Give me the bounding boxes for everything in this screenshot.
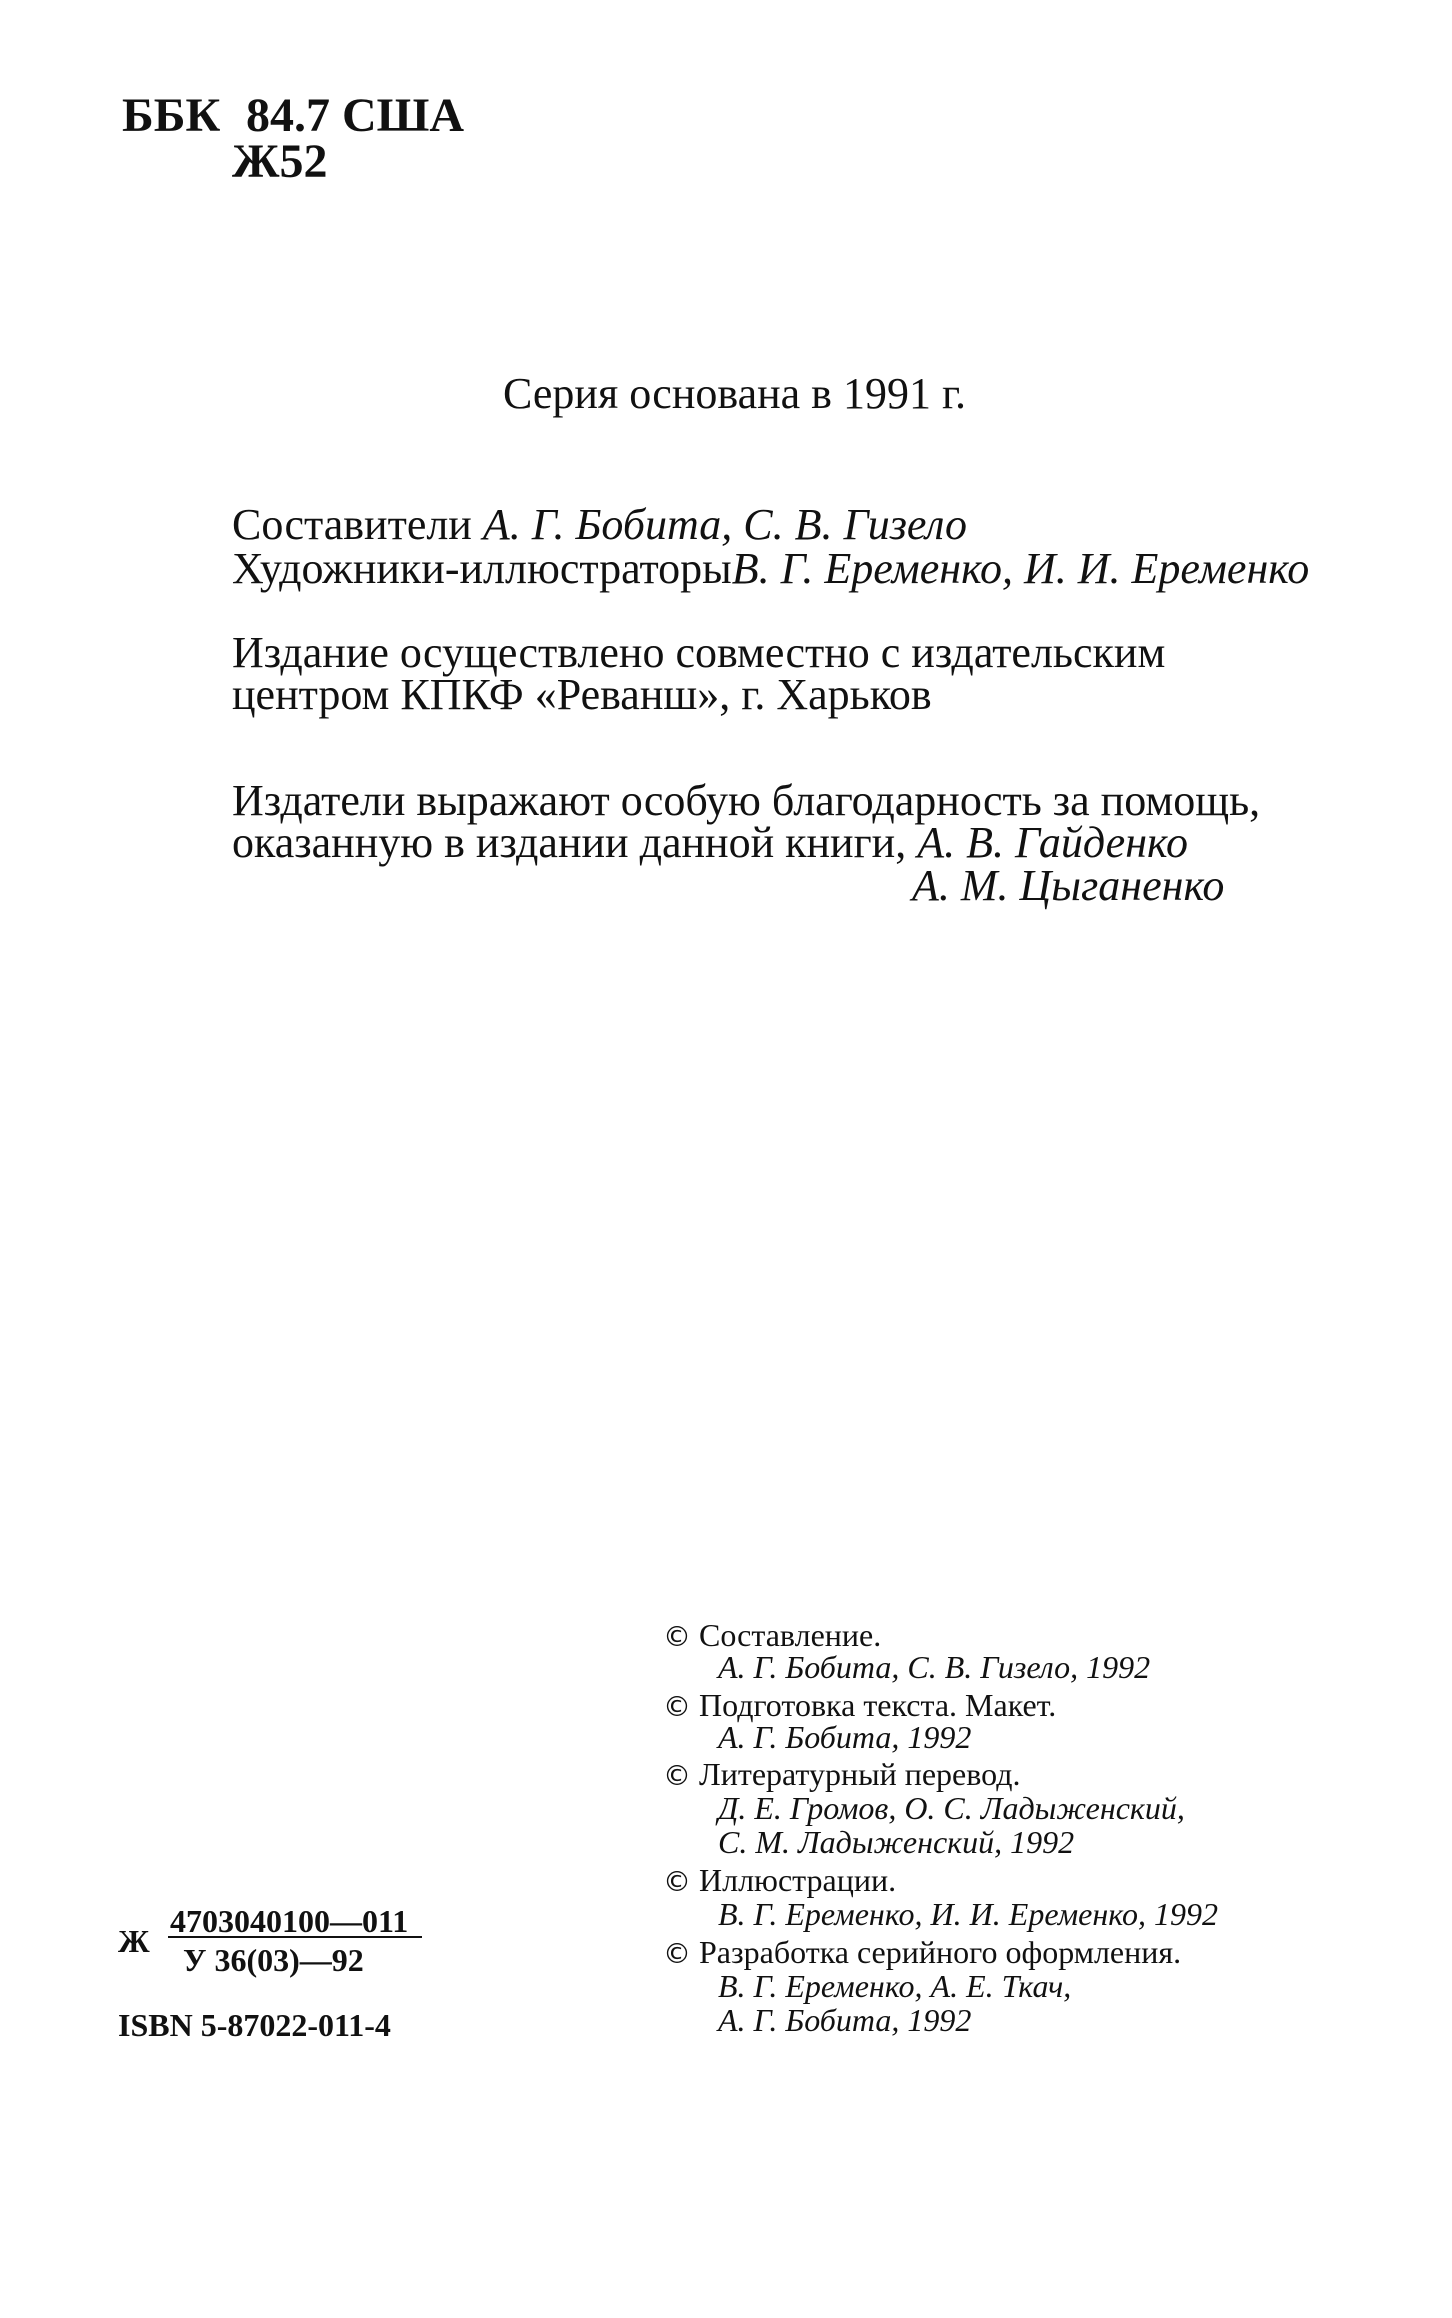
compilers-line xyxy=(232,500,968,549)
series-note: Серия основана в 1991 г. xyxy=(503,369,967,418)
copyright-heading-text: Разработка серийного оформления. xyxy=(699,1934,1182,1970)
copyright-heading-text: Составление. xyxy=(699,1617,882,1653)
copyright-holders: А. Г. Бобита, 1992 xyxy=(718,2002,972,2038)
acknowledgement-line2 xyxy=(232,818,1188,867)
illustrators-names: В. Г. Еременко, И. И. Еременко xyxy=(731,544,1310,593)
copyright-symbol: © xyxy=(663,1690,691,1723)
copyright-symbol: © xyxy=(663,1865,691,1898)
edition-note-line2: центром КПКФ «Реванш», г. Харьков xyxy=(232,670,932,719)
copyright-symbol: © xyxy=(663,1759,691,1792)
illustrators-line xyxy=(232,544,1310,593)
author-mark: Ж52 xyxy=(232,135,328,188)
copyright-heading-text: Литературный перевод. xyxy=(699,1756,1021,1792)
copyright-holders: А. Г. Бобита, 1992 xyxy=(718,1719,972,1755)
illustrators-label: Художники-иллюстраторы xyxy=(232,544,732,593)
copyright-holders: В. Г. Еременко, И. И. Еременко, 1992 xyxy=(718,1896,1218,1932)
copyright-heading-text: Подготовка текста. Макет. xyxy=(699,1687,1057,1723)
compilers-label: Составители xyxy=(232,500,472,549)
acknowledgement-line1: Издатели выражают особую благодарность за помощь, xyxy=(232,776,1261,825)
compilers-names: А. Г. Бобита, С. В. Гизело xyxy=(482,500,968,549)
copyright-symbol: © xyxy=(663,1620,691,1653)
copyright-heading-text: Иллюстрации. xyxy=(699,1862,897,1898)
index-denominator: У 36(03)—92 xyxy=(183,1942,364,1978)
bbk-label: ББК xyxy=(122,89,221,142)
acknowledgement-name2: А. М. Цыганенко xyxy=(912,861,1225,910)
copyright-holders: В. Г. Еременко, А. Е. Ткач, xyxy=(718,1968,1072,2004)
fraction-divider xyxy=(168,1936,422,1938)
index-letter: Ж xyxy=(118,1923,150,1959)
acknowledgement-text: оказанную в издании данной книги, xyxy=(232,818,907,867)
copyright-holders: Д. Е. Громов, О. С. Ладыженский, xyxy=(718,1790,1185,1826)
bbk-code: 84.7 США xyxy=(246,89,465,142)
edition-note-line1: Издание осуществлено совместно с издательским xyxy=(232,628,1166,677)
copyright-heading xyxy=(663,1689,1056,1723)
copyright-holders: А. Г. Бобита, С. В. Гизело, 1992 xyxy=(718,1649,1151,1685)
copyright-heading xyxy=(663,1619,881,1653)
copyright-holders: С. М. Ладыженский, 1992 xyxy=(718,1824,1075,1860)
copyright-heading xyxy=(663,1864,896,1898)
copyright-heading xyxy=(663,1936,1181,1970)
index-numerator: 4703040100—011 xyxy=(170,1903,409,1939)
isbn: ISBN 5-87022-011-4 xyxy=(118,2007,391,2043)
copyright-heading xyxy=(663,1758,1020,1792)
acknowledgement-name1: А. В. Гайденко xyxy=(917,818,1188,867)
copyright-symbol: © xyxy=(663,1937,691,1970)
